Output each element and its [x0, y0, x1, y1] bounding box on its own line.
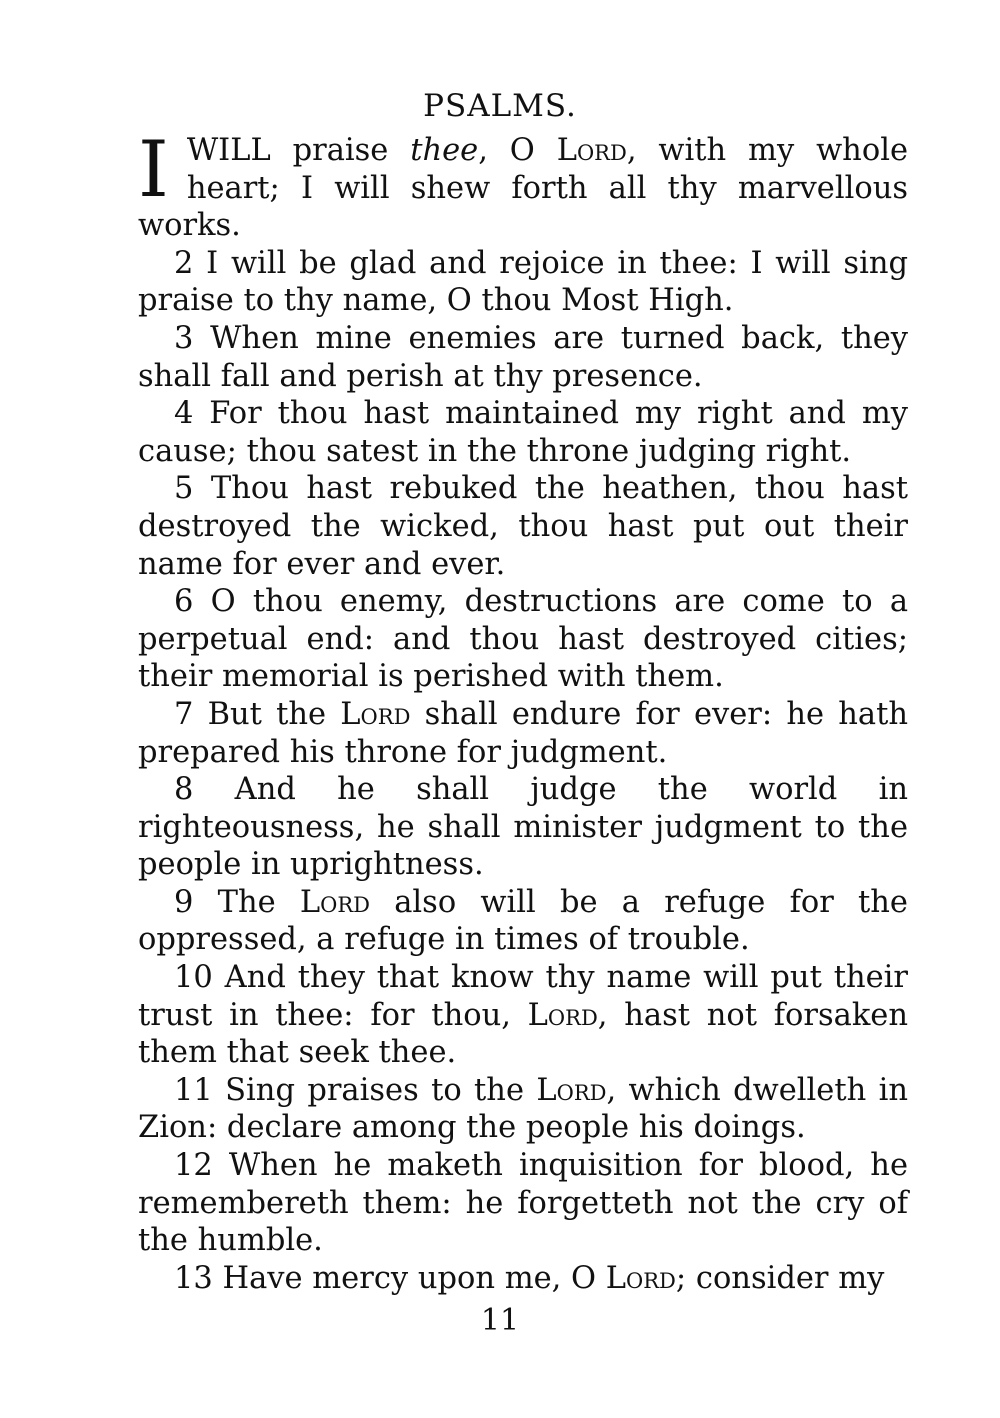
verse-10-text-b: , hast not forsaken them that seek thee.: [138, 997, 908, 1071]
verse-7: [138, 696, 908, 771]
verse-10-text-a: 10 And they that know thy name will put their trust in thee: for thou,: [138, 960, 908, 1033]
verse-3: 3 When mine enemies are turned back, they shall fall and perish at thy presence.: [138, 320, 908, 394]
verse-11: [138, 1072, 908, 1147]
page-title: PSALMS.: [423, 88, 577, 124]
verse-9-text-b: also will be a refuge for the oppressed, a refuge in times of trouble.: [138, 884, 908, 958]
page-number: 11: [480, 1303, 520, 1338]
verse-2: 2 I will be glad and rejoice in thee: I will sing praise to thy name, O thou Most High.: [138, 245, 908, 319]
verse-8: 8 And he shall judge the world in righteousness, he shall minister judgment to the people in uprightness.: [138, 772, 908, 883]
verse-1-text-a: WILL praise: [186, 133, 411, 168]
verse-9-text-a: 9 The: [174, 884, 300, 920]
verse-13: [138, 1260, 908, 1298]
verse-10-lord: Lord: [527, 997, 598, 1033]
verse-13-lord: Lord: [605, 1260, 676, 1296]
verse-4: 4 For thou hast maintained my right and my cause; thou satest in the throne judging right.: [138, 396, 908, 469]
verse-1-italic: thee: [410, 133, 479, 168]
verse-11-text-a: 11 Sing praises to the: [174, 1072, 537, 1108]
verse-10: [138, 959, 908, 1072]
verse-13-text-b: ; consider my: [675, 1260, 885, 1296]
verse-5: 5 Thou hast rebuked the heathen, thou hast destroyed the wicked, thou hast put out their name for ever and ever.: [138, 471, 908, 582]
verse-1-text-c: , with my whole heart; I will shew forth all thy marvellous works.: [138, 133, 908, 244]
verse-6: 6 O thou enemy, destructions are come to a perpetual end: and thou hast destroyed cities; their memorial is perished with them.: [138, 584, 908, 695]
verse-1: [138, 125, 908, 245]
verse-12: 12 When he maketh inquisition for blood, he remembereth them: he forgetteth not the cry of the humble.: [138, 1148, 908, 1259]
drop-cap: I: [138, 125, 169, 215]
verse-13-text-a: 13 Have mercy upon me, O: [174, 1260, 606, 1296]
verse-1-text-b: , O: [478, 133, 557, 168]
verse-7-lord: Lord: [340, 696, 411, 732]
verse-7-text-b: shall endure for ever: he hath prepared his throne for judgment.: [138, 696, 908, 770]
verse-9-lord: Lord: [299, 884, 371, 920]
psalm-text: [138, 125, 908, 1297]
verse-1-lord: Lord: [556, 133, 627, 168]
verse-11-lord: Lord: [536, 1072, 607, 1108]
verse-7-text-a: 7 But the: [174, 696, 341, 732]
verse-11-text-b: , which dwelleth in Zion: declare among the people his doings.: [138, 1072, 908, 1146]
verse-9: [138, 884, 908, 959]
